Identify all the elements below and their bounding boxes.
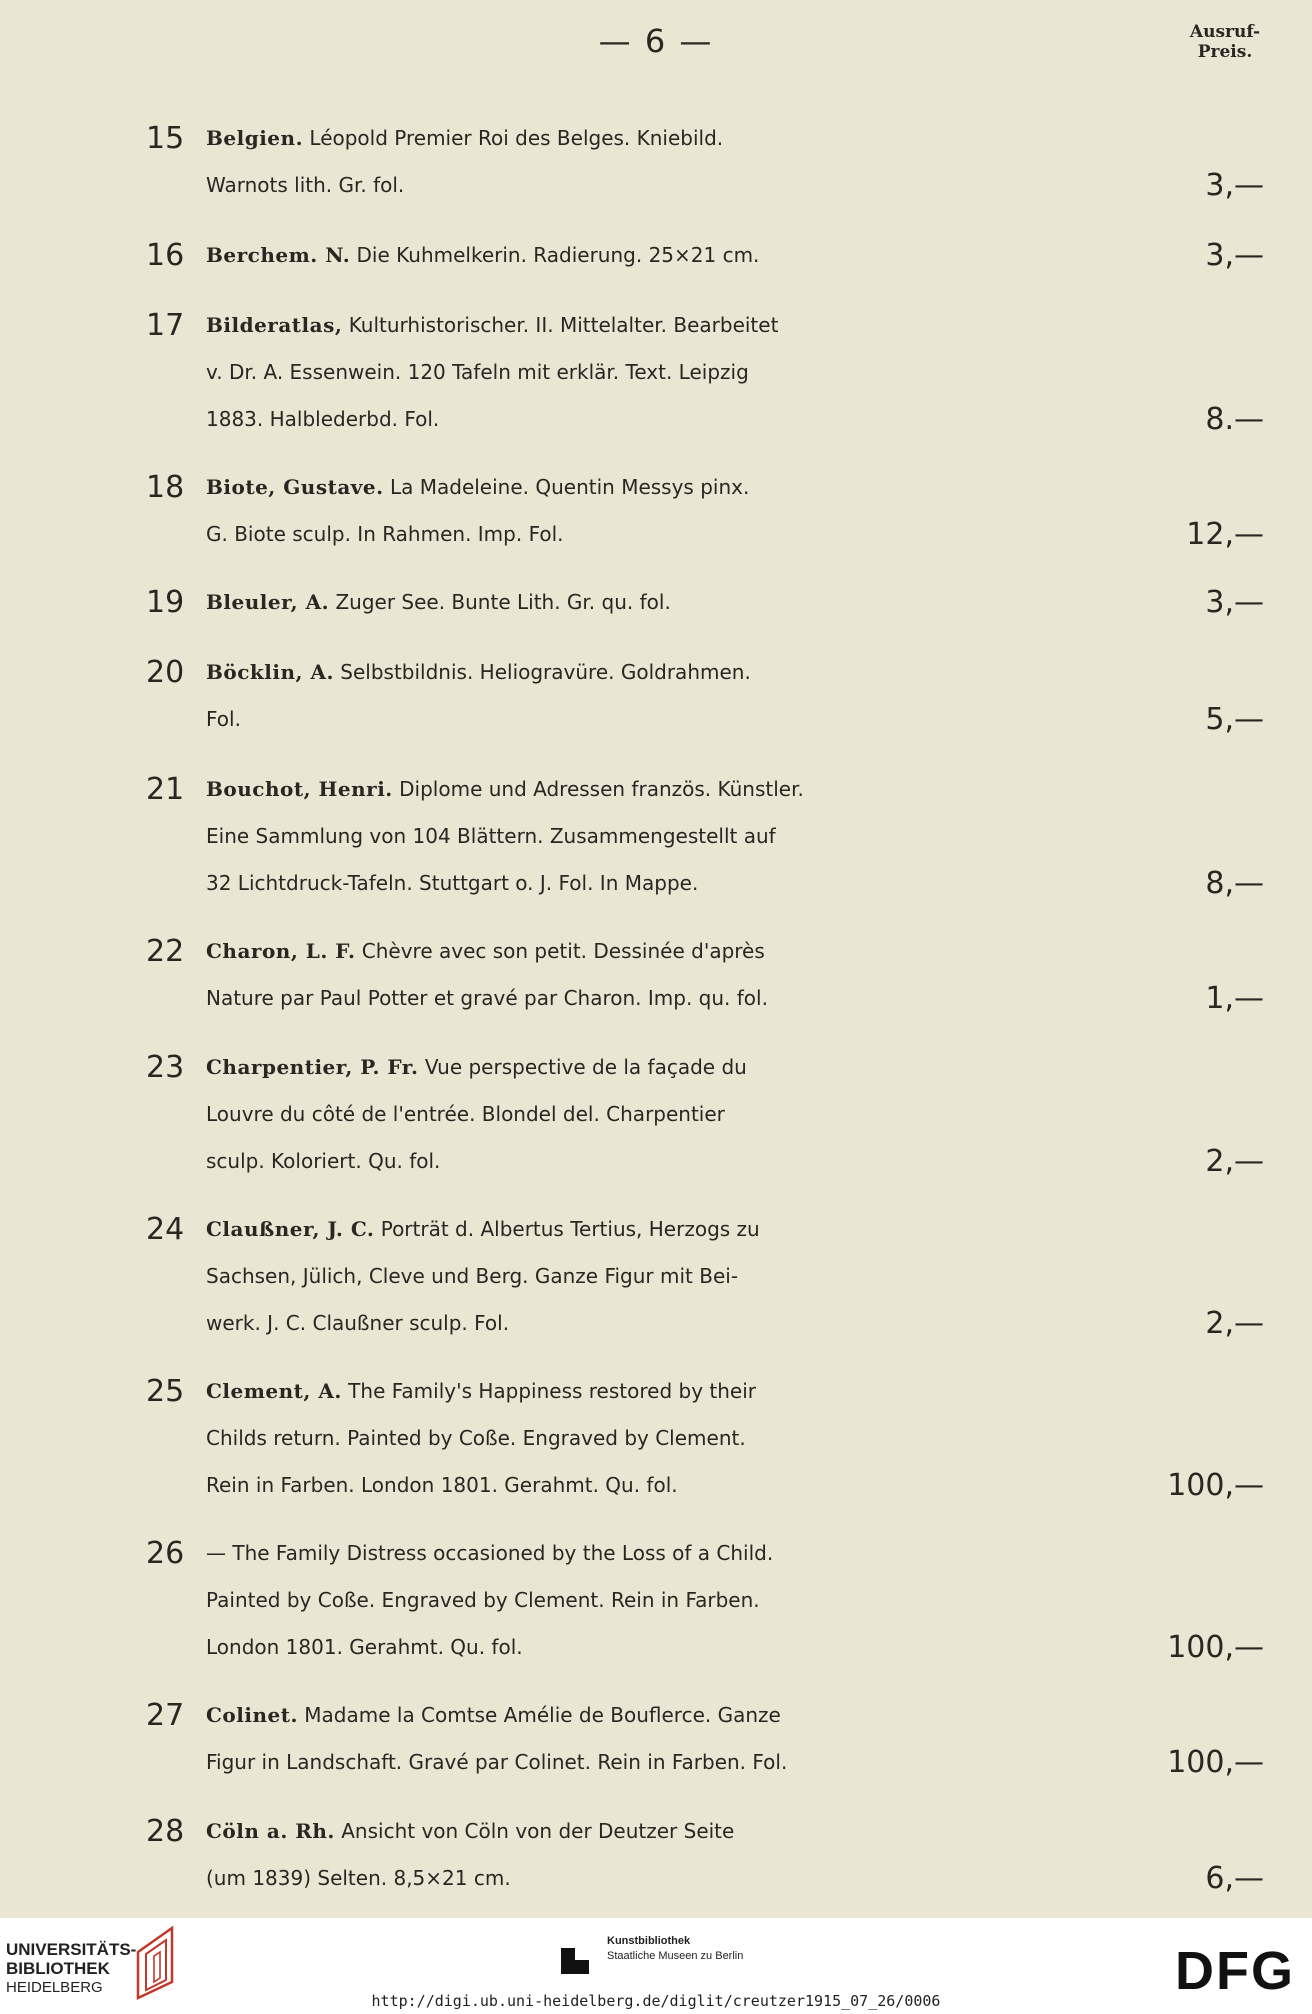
price-heading-line1: Ausruf-	[1189, 22, 1261, 42]
entry-text: 1883. Halblederbd. Fol.	[206, 407, 440, 431]
entry-line	[206, 1300, 1206, 1347]
entry-line	[206, 813, 1206, 860]
entry-line	[206, 649, 1206, 696]
entry-description	[206, 464, 1206, 558]
entry-line	[206, 232, 1206, 279]
entry-text: Rein in Farben. London 1801. Gerahmt. Qu. fol.	[206, 1473, 678, 1497]
entry-line	[206, 1808, 1206, 1855]
entry-artist-name: Böcklin, A.	[206, 660, 334, 684]
entry-artist-name: Clement, A.	[206, 1379, 342, 1403]
entry-description	[206, 928, 1206, 1022]
entry-line	[206, 464, 1206, 511]
entry-price: 2,—	[1205, 1306, 1264, 1341]
entry-artist-name: Claußner, J. C.	[206, 1217, 375, 1241]
entry-number: 27	[146, 1698, 185, 1733]
kb-logo-line1: Kunstbibliothek	[607, 1935, 691, 1947]
entry-line	[206, 928, 1206, 975]
entry-artist-name: Bouchot, Henri.	[206, 777, 393, 801]
entry-line	[206, 1253, 1206, 1300]
entry-line	[206, 1692, 1206, 1739]
entry-price: 5,—	[1205, 702, 1264, 737]
entry-artist-name: Belgien.	[206, 126, 304, 150]
footer-bar	[0, 1918, 1312, 2014]
entry-artist-name: Bilderatlas,	[206, 313, 343, 337]
permalink-url[interactable]: http://digi.ub.uni-heidelberg.de/diglit/creutzer1915_07_26/0006	[371, 1992, 941, 2010]
dfg-logo[interactable]: DFG	[1175, 1941, 1295, 2001]
entry-description	[206, 1206, 1206, 1347]
entry-artist-name: Charon, L. F.	[206, 939, 356, 963]
entry-text: Selbstbildnis. Heliogravüre. Goldrahmen.	[340, 660, 751, 684]
entry-description	[206, 1692, 1206, 1786]
entry-text: Léopold Premier Roi des Belges. Kniebild.	[309, 126, 724, 150]
entry-line	[206, 766, 1206, 813]
entry-description	[206, 232, 1206, 279]
entry-line	[206, 1739, 1206, 1786]
entry-line	[206, 1530, 1206, 1577]
entry-price: 100,—	[1167, 1745, 1264, 1780]
entry-line	[206, 115, 1206, 162]
entry-description	[206, 766, 1206, 907]
entry-number: 15	[146, 121, 185, 156]
entry-line	[206, 1044, 1206, 1091]
entry-number: 17	[146, 308, 185, 343]
entry-line	[206, 396, 1206, 443]
entry-number: 22	[146, 934, 185, 969]
entry-line	[206, 975, 1206, 1022]
entry-text: Louvre du côté de l'entrée. Blondel del. Charpentier	[206, 1102, 725, 1126]
entry-text: v. Dr. A. Essenwein. 120 Tafeln mit erklär. Text. Leipzig	[206, 360, 749, 384]
entry-number: 21	[146, 772, 185, 807]
entry-number: 23	[146, 1050, 185, 1085]
entry-price: 6,—	[1205, 1861, 1264, 1896]
entry-text: werk. J. C. Claußner sculp. Fol.	[206, 1311, 510, 1335]
entry-line	[206, 579, 1206, 626]
entry-text: Eine Sammlung von 104 Blättern. Zusammengestellt auf	[206, 824, 776, 848]
entry-text: Warnots lith. Gr. fol.	[206, 173, 405, 197]
entry-text: Chèvre avec son petit. Dessinée d'après	[361, 939, 765, 963]
entry-description	[206, 649, 1206, 743]
entry-line	[206, 162, 1206, 209]
entry-number: 19	[146, 585, 185, 620]
kb-logo-line2: Staatliche Museen zu Berlin	[607, 1950, 744, 1962]
entry-price: 3,—	[1205, 238, 1264, 273]
entry-artist-name: Colinet.	[206, 1703, 298, 1727]
entry-number: 20	[146, 655, 185, 690]
entry-artist-name: Cöln a. Rh.	[206, 1819, 335, 1843]
entry-number: 18	[146, 470, 185, 505]
entry-text: Vue perspective de la façade du	[424, 1055, 747, 1079]
entry-artist-name: Berchem. N.	[206, 243, 351, 267]
uni-logo-line2: BIBLIOTHEK	[6, 1959, 110, 1978]
entry-text: Childs return. Painted by Coße. Engraved by Clement.	[206, 1426, 746, 1450]
entry-line	[206, 1462, 1206, 1509]
university-library-logo[interactable]	[6, 1940, 136, 1997]
entry-text: Ansicht von Cöln von der Deutzer Seite	[341, 1819, 735, 1843]
entry-artist-name: Charpentier, P. Fr.	[206, 1055, 419, 1079]
entry-line	[206, 349, 1206, 396]
entry-text: Zuger See. Bunte Lith. Gr. qu. fol.	[335, 590, 671, 614]
entry-price: 3,—	[1205, 168, 1264, 203]
entry-number: 28	[146, 1814, 185, 1849]
entry-text: Diplome und Adressen französ. Künstler.	[399, 777, 804, 801]
entry-text: sculp. Koloriert. Qu. fol.	[206, 1149, 441, 1173]
entry-text: Porträt d. Albertus Tertius, Herzogs zu	[380, 1217, 760, 1241]
entry-line	[206, 1624, 1206, 1671]
entry-artist-name: Bleuler, A.	[206, 590, 330, 614]
entry-text: The Family's Happiness restored by their	[348, 1379, 756, 1403]
university-seal-icon	[132, 1922, 188, 2002]
entry-price: 100,—	[1167, 1468, 1264, 1503]
entry-price: 3,—	[1205, 585, 1264, 620]
entry-price: 12,—	[1186, 517, 1264, 552]
entry-line	[206, 302, 1206, 349]
entry-text: Madame la Comtse Amélie de Bouflerce. Ganze	[304, 1703, 781, 1727]
entry-price: 1,—	[1205, 981, 1264, 1016]
price-column-heading	[1180, 22, 1270, 62]
entry-line	[206, 1091, 1206, 1138]
entry-text: Fol.	[206, 707, 241, 731]
uni-logo-line1: UNIVERSITÄTS-	[6, 1940, 137, 1959]
entry-line	[206, 1415, 1206, 1462]
entry-text: Nature par Paul Potter et gravé par Charon. Imp. qu. fol.	[206, 986, 768, 1010]
entry-text: G. Biote sculp. In Rahmen. Imp. Fol.	[206, 522, 564, 546]
entry-text: 32 Lichtdruck-Tafeln. Stuttgart o. J. Fol. In Mappe.	[206, 871, 699, 895]
entry-line	[206, 1368, 1206, 1415]
entry-text: — The Family Distress occasioned by the Loss of a Child.	[206, 1541, 774, 1565]
entry-line	[206, 1577, 1206, 1624]
kunstbibliothek-mark-icon	[555, 1938, 595, 1978]
entry-number: 16	[146, 238, 185, 273]
entry-text: (um 1839) Selten. 8,5×21 cm.	[206, 1866, 511, 1890]
entry-line	[206, 860, 1206, 907]
entry-description	[206, 1368, 1206, 1509]
entry-line	[206, 1138, 1206, 1185]
entry-description	[206, 302, 1206, 443]
entry-line	[206, 696, 1206, 743]
entry-description	[206, 115, 1206, 209]
entry-text: Sachsen, Jülich, Cleve und Berg. Ganze Figur mit Bei-	[206, 1264, 739, 1288]
entry-price: 8,—	[1205, 866, 1264, 901]
entry-text: La Madeleine. Quentin Messys pinx.	[389, 475, 750, 499]
entry-description	[206, 1044, 1206, 1185]
entry-number: 25	[146, 1374, 185, 1409]
entry-description	[206, 1808, 1206, 1902]
entry-text: Kulturhistorischer. II. Mittelalter. Bearbeitet	[348, 313, 779, 337]
entry-price: 2,—	[1205, 1144, 1264, 1179]
entry-number: 24	[146, 1212, 185, 1247]
entry-line	[206, 1855, 1206, 1902]
price-heading-line2: Preis.	[1197, 42, 1253, 62]
entry-line	[206, 1206, 1206, 1253]
entry-description	[206, 579, 1206, 626]
entry-artist-name: Biote, Gustave.	[206, 475, 384, 499]
entry-text: Painted by Coße. Engraved by Clement. Rein in Farben.	[206, 1588, 760, 1612]
entry-price: 8.—	[1205, 402, 1264, 437]
entry-text: Die Kuhmelkerin. Radierung. 25×21 cm.	[356, 243, 760, 267]
entry-text: London 1801. Gerahmt. Qu. fol.	[206, 1635, 523, 1659]
entry-number: 26	[146, 1536, 185, 1571]
page-number: — 6 —	[598, 22, 714, 60]
entry-line	[206, 511, 1206, 558]
kunstbibliothek-logo[interactable]	[555, 1934, 775, 1978]
entry-description	[206, 1530, 1206, 1671]
entry-text: Figur in Landschaft. Gravé par Colinet. Rein in Farben. Fol.	[206, 1750, 788, 1774]
entry-price: 100,—	[1167, 1630, 1264, 1665]
uni-logo-line3: HEIDELBERG	[6, 1979, 103, 1996]
